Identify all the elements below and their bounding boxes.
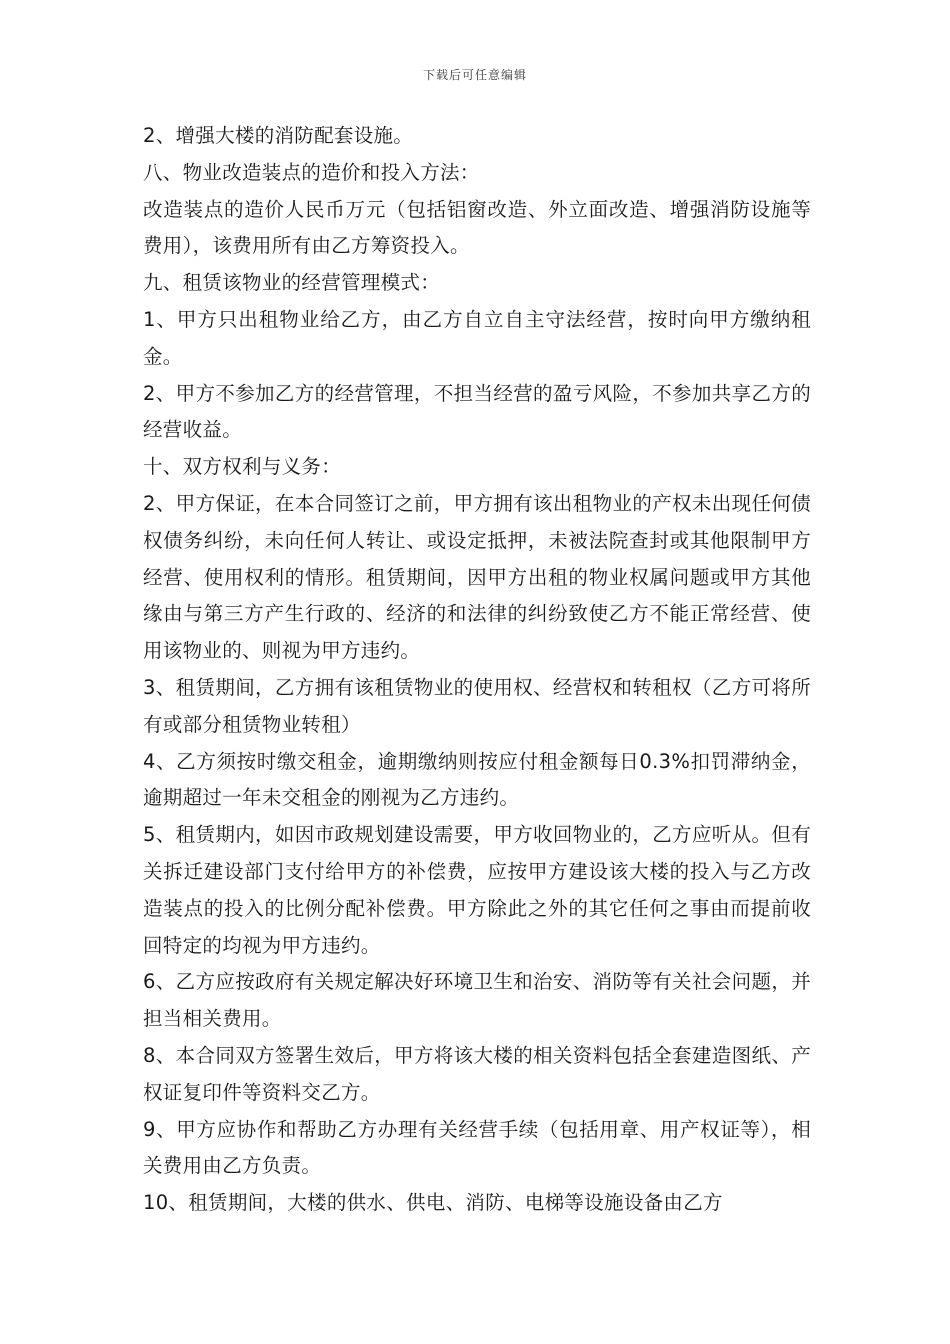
paragraph: 改造装点的造价人民币万元（包括铝窗改造、外立面改造、增强消防设施等费用），该费用所有由乙方筹资投入。: [143, 197, 811, 258]
paragraph: 5、租赁期内，如因市政规划建设需要，甲方收回物业的，乙方应听从。但有关拆迁建设部门支付给甲方的补偿费，应按甲方建设该大楼的投入与乙方改造装点的投入的比例分配补偿费。甲方除此之外的其它任何之事由而提前收回特定的均视为甲方违约。: [143, 823, 811, 957]
paragraph: 6、乙方应按政府有关规定解决好环境卫生和治安、消防等有关社会问题，并担当相关费用。: [143, 970, 811, 1031]
paragraph: 8、本合同双方签署生效后，甲方将该大楼的相关资料包括全套建造图纸、产权证复印件等资料交乙方。: [143, 1043, 811, 1104]
paragraph: 2、增强大楼的消防配套设施。: [143, 124, 414, 147]
paragraph: 2、甲方不参加乙方的经营管理，不担当经营的盈亏风险，不参加共享乙方的经营收益。: [143, 381, 811, 442]
paragraph: 1、甲方只出租物业给乙方，由乙方自立自主守法经营，按时向甲方缴纳租金。: [143, 307, 811, 368]
section-heading: 八、物业改造装点的造价和投入方法：: [143, 160, 480, 184]
document-body: [143, 118, 811, 1222]
section-heading: 十、双方权利与义务：: [143, 455, 342, 479]
paragraph: 3、租赁期间，乙方拥有该租赁物业的使用权、经营权和转租权（乙方可将所有或部分租赁物业转租）: [143, 675, 811, 736]
section-heading: 九、租赁该物业的经营管理模式：: [143, 271, 441, 295]
paragraph: 4、乙方须按时缴交租金，逾期缴纳则按应付租金额每日0.3%扣罚滞纳金，逾期超过一年未交租金的刚视为乙方违约。: [143, 749, 811, 810]
page-header: 下载后可任意编辑: [422, 68, 527, 82]
paragraph: 9、甲方应协作和帮助乙方办理有关经营手续（包括用章、用产权证等），相关费用由乙方负责。: [143, 1117, 811, 1178]
paragraph: 10、租赁期间，大楼的供水、供电、消防、电梯等设施设备由乙方: [143, 1191, 723, 1215]
paragraph: 2、甲方保证，在本合同签订之前，甲方拥有该出租物业的产权未出现任何债权债务纠纷，未向任何人转让、或设定抵押，未被法院查封或其他限制甲方经营、使用权利的情形。租赁期间，因甲方出租的物业权属问题或甲方其他缘由与第三方产生行政的、经济的和法律的纠纷致使乙方不能正常经营、使用该物业的、则视为甲方违约。: [143, 491, 811, 663]
